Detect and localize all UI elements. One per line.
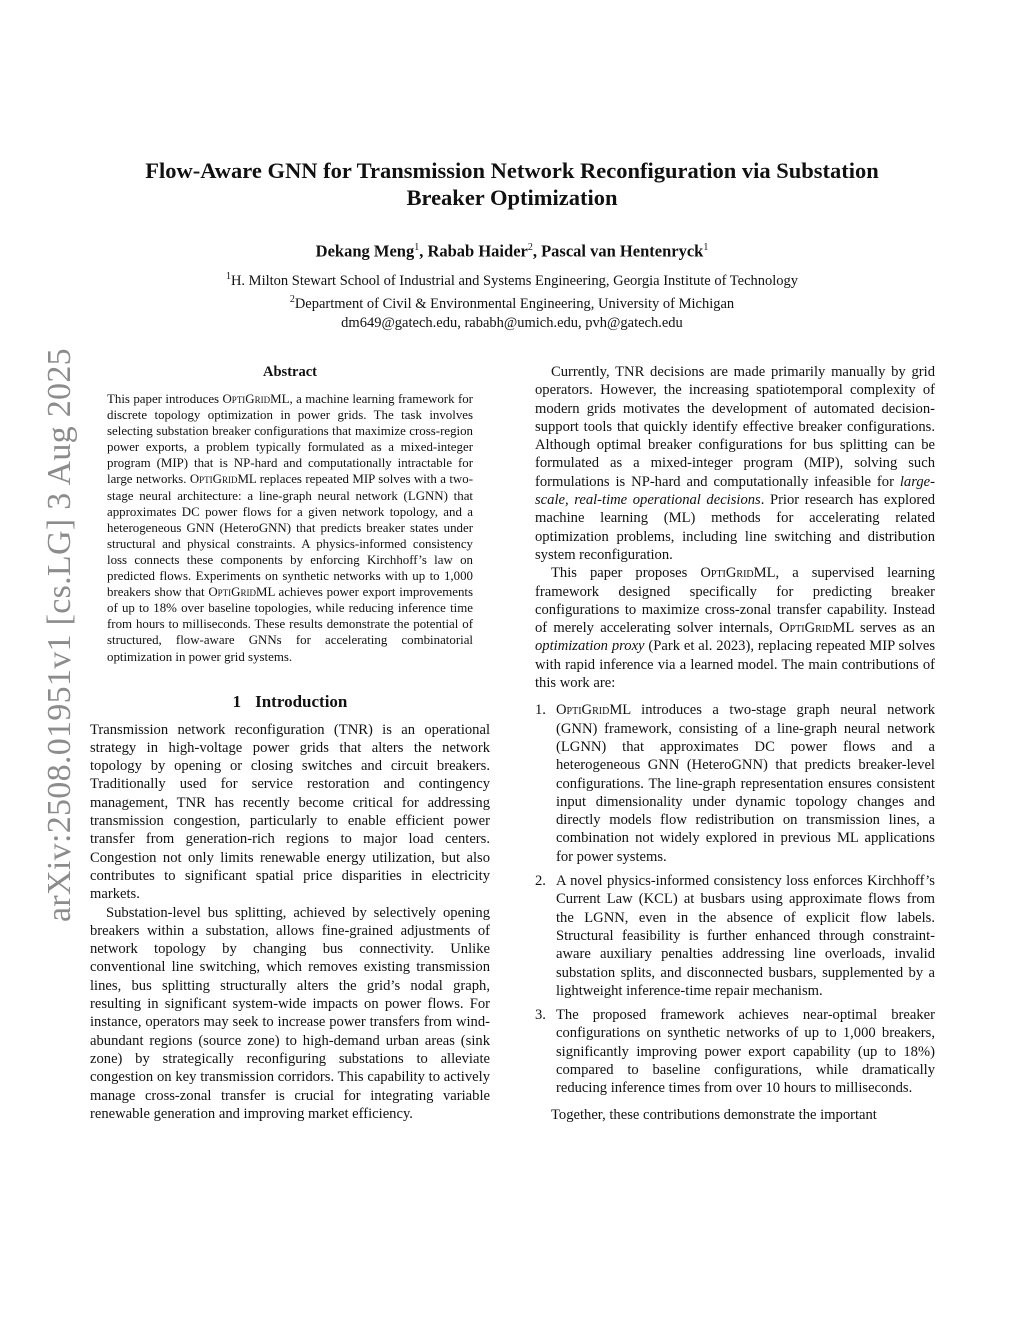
method-name: OptiGrid [779,620,833,637]
list-number: 1. [535,702,546,719]
abstract-heading: Abstract [263,364,317,380]
list-text: introduces a two-stage graph neural network (GNN) framework, consisting of a line-graph neural network (LGNN) that approximates DC power flows and a heterogeneous GNN (HeteroGNN) that predicts breaker-level configurations. The line-graph representation ensures consistent input dimensionality under dynamic topology changes and directly models flow redistribution on transmission lines, a combination not widely explored in previous ML applications for power systems. [556,702,935,865]
list-item [535,872,935,1000]
method-name: OptiGrid [556,702,610,719]
abstract-text: replaces repeated MIP solves with a two-stage neural architecture: a line-graph neural network (LGNN) that approximates DC power flows for a given network topology, and a heterogeneous GNN (HeteroGNN) that predicts breaker states under structural and physical constraints. A physics-informed consistency loss connects these components by enforcing Kirchhoff’s law on predicted flows. Experiments on synthetic networks with up to 1,000 breakers show that [107,472,473,600]
arxiv-identifier: arXiv:2508.01951v1 [cs.LG] 3 Aug 2025 [41,348,78,922]
paper-header [90,157,934,333]
abstract-text: achieves power export improvements of up to 18% over baseline topologies, while reducing inference time from hours to milliseconds. These results demonstrate the potential of structured, flow-aware GNNs for accelerating combinatorial optimization in power grid systems. [107,585,473,664]
title-line-2: Breaker Optimization [406,185,618,210]
affiliation [90,267,934,291]
list-number: 2. [535,873,546,890]
author-name: Pascal van Hentenryck [541,241,704,261]
body-text: This paper proposes [551,565,701,582]
body-text: Currently, TNR decisions are made primarily manually by grid operators. However, the increasing spatiotemporal complexity of modern grids motivates the development of automated decision-support tools that quickly identify effective breaker configurations. Although optimal breaker configurations for bus splitting can be formulated as a mixed-integer program (MIP), solving such formulations is NP-hard and computationally infeasible for [535,364,935,490]
method-name: OptiGrid [189,472,238,487]
list-text: The proposed framework achieves near-optimal breaker configurations on synthetic networks of up to 1,000 breakers, significantly improving power export capability (up to 18%) compared to baseline configurations, while dramatically reducing inference times from over 10 hours to milliseconds. [556,1007,935,1097]
section-heading-introduction [90,692,490,712]
author-list: Dekang Meng$^1$, Rabab Haider$^2$, Pascal van Hentenryck$^1$ [315,241,709,261]
body-text: serves as an [853,620,935,637]
author-affil-mark: 1 [703,242,709,253]
affil-mark: 1 [225,270,231,282]
author-name: Dekang Meng [315,241,415,261]
left-column [90,363,490,1123]
body-paragraph [535,363,935,564]
method-suffix: ML [255,585,275,600]
method-suffix: ML [832,620,854,637]
emphasis-text: optimization proxy [535,638,645,655]
affil-mark: 2 [289,294,295,306]
body-paragraph: Substation-level bus splitting, achieved by selectively opening breakers within a substation, allows fine-grained adjustments of network topology by changing bus connectivity. Unlike conventional line switching, which removes existing transmission lines, bus splitting structurally alters the grid’s nodal graph, resulting in significant system-wide impacts on power flows. For instance, operators may seek to increase power transfers from wind-abundant regions (source zone) to high-demand urban areas (sink zone) by strategically reconfiguring substations to alleviate congestion on key transmission corridors. This capability to actively manage cross-zonal transfer is crucial for integrating variable renewable generation and improving market efficiency. [90,904,490,1122]
body-text: , a supervised learning framework designed specifically for predicting breaker configurations to maximize cross-zonal transfer capability. Instead of merely accelerating solver internals, [535,565,935,637]
body-paragraph: Together, these contributions demonstrate the important [551,1106,877,1123]
abstract-text: This paper introduces [107,392,223,406]
method-suffix: ML [270,392,290,406]
body-paragraph: Transmission network reconfiguration (TNR) is an operational strategy in high-voltage power grids that alters the network topology by opening or closing switches and circuit breakers. Traditionally used for service restoration and contingency management, TNR has recently become critical for addressing transmission congestion, particularly to enable efficient power transfer from generation-rich regions to major load centers. Congestion not only limits renewable energy utilization, but also contributes to significant spatial price disparities in electricity markets. [90,721,490,903]
method-suffix: ML [609,702,631,719]
emphasis-text: large-scale, real-time operational decisions [535,473,935,509]
list-item [535,701,935,866]
contributions-list [535,701,935,1097]
method-name: OptiGrid [700,565,754,582]
method-name: OptiGrid [208,585,256,600]
body-text: (Park et al. 2023), replacing repeated MIP solves with rapid inference via a learned model. The main contributions of this work are: [535,638,936,692]
affiliation [90,290,934,314]
body-paragraph [535,564,935,692]
author-affil-mark: 2 [527,242,533,253]
abstract-text: , a machine learning framework for discrete topology optimization in power grids. The task involves selecting substation breaker configurations that maximize cross-region power exports, a problem typically formulated as a mixed-integer program (MIP) that is NP-hard and computationally intractable for large networks. [107,392,473,487]
method-name: OptiGrid [222,392,271,406]
list-number: 3. [535,1007,546,1024]
affil-text: H. Milton Stewart School of Industrial and Systems Engineering, Georgia Institute of Technology [230,272,799,289]
section-title: Introduction [255,691,348,711]
author-name: Rabab Haider [427,241,528,261]
author-emails: dm649@gatech.edu, rababh@umich.edu, pvh@gatech.edu [341,315,683,332]
abstract-body [107,391,473,665]
right-column [535,363,935,1124]
body-text: . Prior research has explored machine learning (ML) methods for accelerating related optimization problems, including line switching and distribution system reconfiguration. [535,492,935,563]
title-line-1: Flow-Aware GNN for Transmission Network Reconfiguration via Substation [145,158,879,183]
paper-title [90,157,934,211]
section-number: 1 [232,691,242,711]
affil-text: Department of Civil & Environmental Engineering, University of Michigan [294,296,735,313]
method-suffix: ML [237,472,257,487]
list-item [535,1006,935,1097]
list-text: A novel physics-informed consistency loss enforces Kirchhoff’s Current Law (KCL) at busbars using approximate flows from the LGNN, even in the absence of explicit flow labels. Structural feasibility is further enhanced through constraint-aware auxiliary penalties addressing line overloads, invalid substation splits, and disconnected busbars, supplemented by a lightweight inference-time repair mechanism. [556,873,935,999]
method-suffix: ML [753,565,776,582]
author-affil-mark: 1 [414,242,420,253]
